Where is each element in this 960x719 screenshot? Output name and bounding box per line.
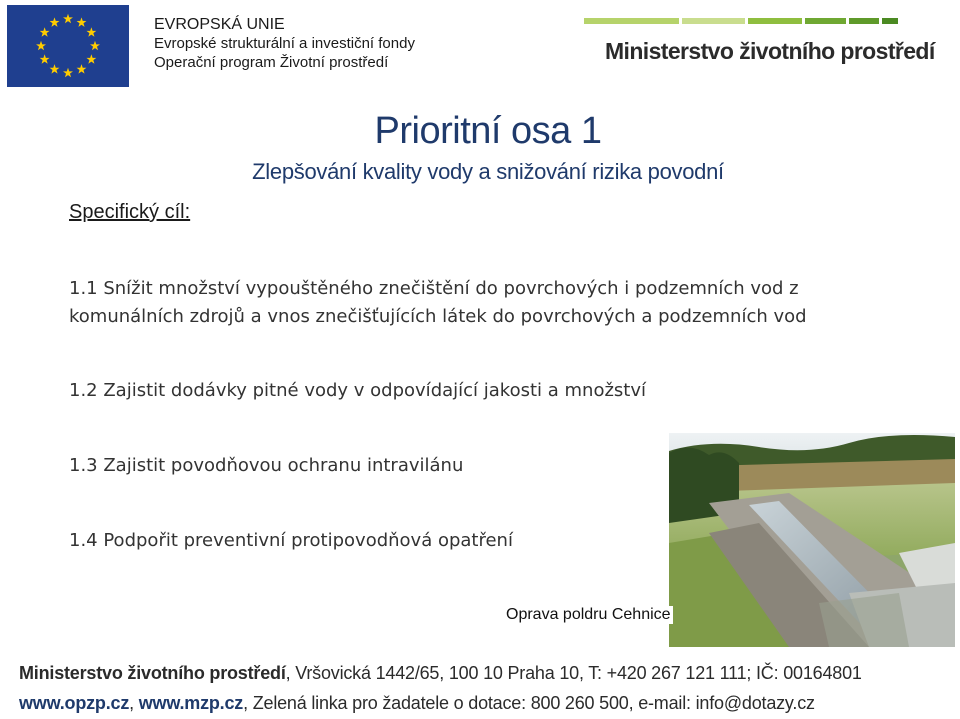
- page-title-wrap: [0, 110, 960, 153]
- polder-landscape-image: [669, 433, 955, 647]
- footer-link-opzp[interactable]: www.opzp.cz: [19, 693, 130, 713]
- page-subtitle: Zlepšování kvality vody a snižování rizika povodní: [252, 159, 724, 184]
- footer-link-mzp[interactable]: www.mzp.cz: [138, 693, 244, 713]
- polder-photo: [669, 433, 955, 647]
- ministry-color-bars: [584, 18, 898, 28]
- footer-contact: , Zelená linka pro žadatele o dotace: 800 260 500, e-mail: info@dotazy.cz: [243, 693, 815, 713]
- eu-line-1: EVROPSKÁ UNIE: [154, 16, 285, 33]
- ministry-logo: [584, 18, 935, 74]
- objective-2: 1.2 Zajistit dodávky pitné vody v odpovídající jakosti a množství: [69, 380, 646, 401]
- photo-caption: Oprava poldru Cehnice: [506, 606, 671, 623]
- objective-1-line-2: komunálních zdrojů a vnos znečišťujících látek do povrchových a podzemních vod: [69, 306, 807, 327]
- specific-goal-label: Specifický cíl:: [69, 201, 191, 223]
- footer-ministry-name: Ministerstvo životního prostředí: [19, 663, 286, 683]
- objective-4: 1.4 Podpořit preventivní protipovodňová opatření: [69, 530, 513, 551]
- footer-separator: ,: [129, 693, 139, 713]
- footer-contact-line: [19, 693, 815, 714]
- eu-stars-icon: [7, 5, 129, 87]
- ministry-logo-text: Ministerstvo životního prostředí: [605, 38, 935, 64]
- page-title: Prioritní osa 1: [374, 110, 602, 152]
- footer-address-line: [19, 663, 862, 684]
- eu-programme-text: [154, 15, 415, 72]
- eu-flag-logo: [7, 5, 129, 87]
- objective-1-line-1: 1.1 Snížit množství vypouštěného znečištění do povrchových i podzemních vod z: [69, 278, 799, 299]
- eu-line-2: Evropské strukturální a investiční fondy: [154, 35, 415, 52]
- footer-address: , Vršovická 1442/65, 100 10 Praha 10, T: +420 267 121 111; IČ: 00164801: [285, 663, 862, 683]
- objective-3: 1.3 Zajistit povodňovou ochranu intravilánu: [69, 455, 464, 476]
- eu-line-3: Operační program Životní prostředí: [154, 54, 389, 71]
